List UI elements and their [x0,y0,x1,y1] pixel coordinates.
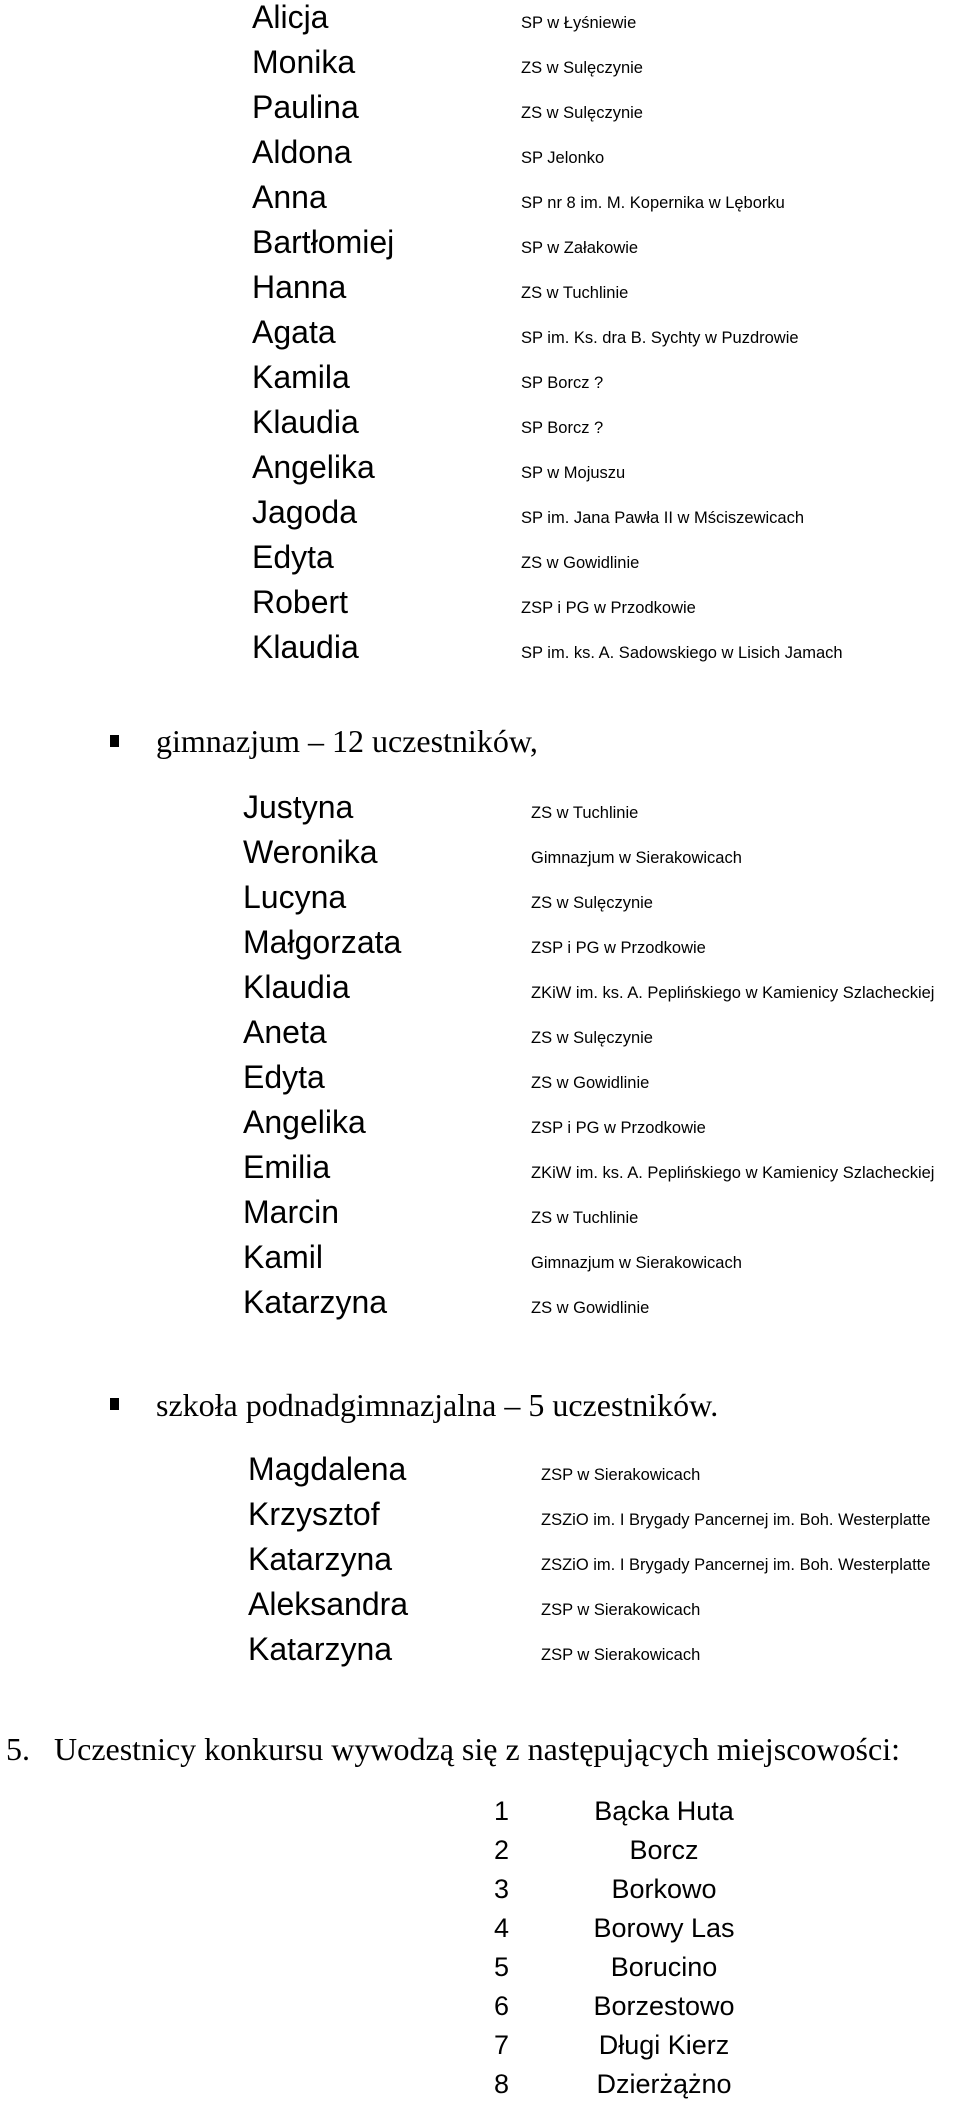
participant-name: Kamila [252,359,350,395]
town-name: Borucino [610,1952,718,1982]
town-number: 5 [494,1952,510,1982]
list-bullet-icon [110,735,119,747]
participant-school: ZSP w Sierakowicach [541,1466,701,1484]
participant-school: ZS w Gowidlinie [531,1074,650,1092]
participant-school: SP w Załakowie [521,239,639,257]
participant-name: Emilia [243,1149,331,1185]
participant-name: Robert [252,584,349,620]
town-name: Bącka Huta [594,1796,734,1826]
participant-school: SP im. ks. A. Sadowskiego w Lisich Jamach [521,644,843,662]
participant-school: ZS w Sulęczynie [521,104,643,122]
participant-school: ZS w Tuchlinie [531,804,639,822]
participant-name: Anna [252,179,327,215]
town-name: Dzierżążno [596,2069,732,2099]
participant-school: SP Borcz ? [521,419,604,437]
participant-name: Justyna [243,789,354,825]
participant-school: SP w Mojuszu [521,464,626,482]
participant-name: Angelika [252,449,375,485]
participant-name: Klaudia [252,404,359,440]
primary-names-column [252,0,394,670]
list-bullet-icon [110,1398,119,1410]
town-number: 1 [494,1796,510,1826]
participant-school: ZS w Gowidlinie [531,1299,650,1317]
gimnazjum-schools-column [531,791,934,1331]
participant-name: Katarzyna [243,1284,388,1320]
participant-school: ZSP w Sierakowicach [541,1601,701,1619]
section-heading-towns: Uczestnicy konkursu wywodzą się z następujących miejscowości: [54,1731,900,1767]
secondary-names-column [248,1447,408,1672]
town-name: Długi Kierz [598,2030,730,2060]
participant-school: ZS w Sulęczynie [531,1029,653,1047]
town-number: 7 [494,2030,510,2060]
participant-name: Krzysztof [248,1496,380,1532]
participant-school: ZSP i PG w Przodkowie [531,939,706,957]
participant-name: Jagoda [252,494,357,530]
towns-numbers-column [494,1792,509,2104]
participant-name: Aldona [252,134,352,170]
town-name: Borkowo [611,1874,717,1904]
towns-names-column [554,1792,774,2104]
town-name: Borowy Las [593,1913,735,1943]
gimnazjum-names-column [243,785,401,1325]
participant-school: ZS w Sulęczynie [521,59,643,77]
participant-name: Katarzyna [248,1541,393,1577]
participant-name: Kamil [243,1239,324,1275]
town-number: 6 [494,1991,510,2021]
participant-name: Małgorzata [243,924,402,960]
town-number: 8 [494,2069,510,2099]
participant-school: SP Jelonko [521,149,605,167]
participant-school: SP im. Ks. dra B. Sychty w Puzdrowie [521,329,799,347]
participant-name: Agata [252,314,336,350]
participant-school: ZKiW im. ks. A. Peplińskiego w Kamienicy Szlacheckiej [531,984,935,1002]
participant-school: ZS w Tuchlinie [521,284,629,302]
participant-school: ZSP w Sierakowicach [541,1646,701,1664]
participant-name: Magdalena [248,1451,407,1487]
participant-school: ZSZiO im. I Brygady Pancernej im. Boh. Westerplatte [541,1556,931,1574]
participant-school: ZS w Sulęczynie [531,894,653,912]
participant-school: ZS w Tuchlinie [531,1209,639,1227]
town-name: Borcz [629,1835,699,1865]
participant-name: Angelika [243,1104,366,1140]
participant-name: Marcin [243,1194,340,1230]
participant-school: Gimnazjum w Sierakowicach [531,1254,742,1272]
participant-name: Bartłomiej [252,224,395,260]
participant-name: Lucyna [243,879,347,915]
participant-school: ZSZiO im. I Brygady Pancernej im. Boh. Westerplatte [541,1511,931,1529]
town-number: 2 [494,1835,510,1865]
participant-school: SP w Łyśniewie [521,14,637,32]
participant-school: ZS w Gowidlinie [521,554,640,572]
participant-name: Klaudia [243,969,350,1005]
participant-name: Alicja [252,0,329,35]
town-number: 3 [494,1874,510,1904]
participant-school: ZSP i PG w Przodkowie [521,599,696,617]
participant-name: Edyta [252,539,334,575]
participant-name: Edyta [243,1059,325,1095]
participant-name: Weronika [243,834,378,870]
section-number: 5. [6,1731,30,1767]
participant-school: SP nr 8 im. M. Kopernika w Lęborku [521,194,785,212]
participant-school: ZKiW im. ks. A. Peplińskiego w Kamienicy Szlacheckiej [531,1164,935,1182]
section-heading-secondary: szkoła podnadgimnazjalna – 5 uczestników. [156,1387,719,1423]
participant-name: Katarzyna [248,1631,393,1667]
secondary-schools-column [541,1453,930,1678]
participant-name: Aleksandra [248,1586,409,1622]
town-name: Borzestowo [593,1991,735,2021]
participant-name: Paulina [252,89,359,125]
participant-name: Hanna [252,269,347,305]
primary-schools-column [521,1,843,676]
participant-name: Aneta [243,1014,327,1050]
town-number: 4 [494,1913,510,1943]
participant-name: Klaudia [252,629,359,665]
participant-school: SP im. Jana Pawła II w Mściszewicach [521,509,805,527]
participant-school: ZSP i PG w Przodkowie [531,1119,706,1137]
section-heading-gimnazjum: gimnazjum – 12 uczestników, [156,723,538,759]
participant-name: Monika [252,44,356,80]
participant-school: Gimnazjum w Sierakowicach [531,849,742,867]
participant-school: SP Borcz ? [521,374,604,392]
